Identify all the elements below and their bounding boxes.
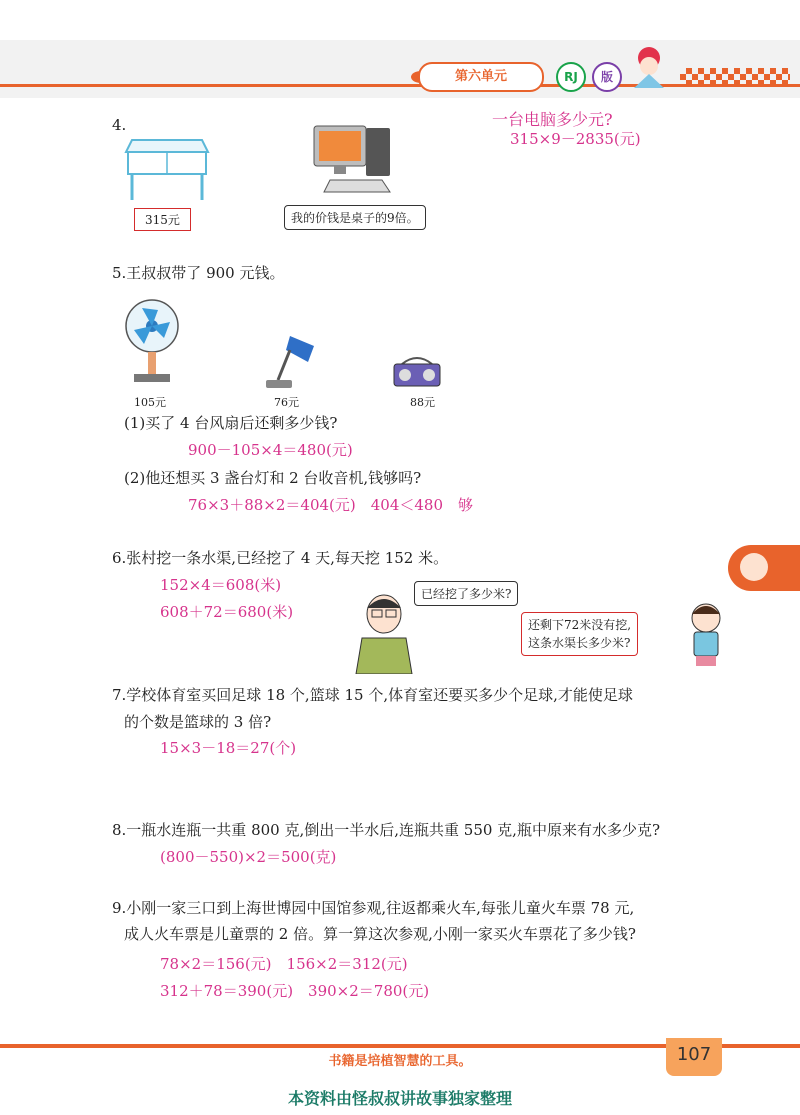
q9-line1: 9.小刚一家三口到上海世博园中国馆参观,往返都乘火车,每张儿童火车票 78 元, — [112, 899, 635, 917]
q8-question: 8.一瓶水连瓶一共重 800 克,倒出一半水后,连瓶共重 550 克,瓶中原来有水多少克? — [112, 821, 660, 839]
q9-line2: 成人火车票是儿童票的 2 倍。算一算这次参观,小刚一家买火车票花了多少钱? — [124, 925, 636, 943]
teacher-speech: 已经挖了多少米? — [414, 581, 518, 606]
lamp-price: 76元 — [274, 396, 299, 409]
footer-motto: 书籍是培植智慧的工具。 — [328, 1054, 472, 1069]
computer-speech: 我的价钱是桌子的9倍。 — [284, 205, 426, 230]
edition-badge: 版 — [592, 62, 622, 92]
kid-speech-line1: 还剩下72米没有挖, — [528, 618, 632, 632]
fox-mascot-icon — [740, 553, 768, 581]
radio-price: 88元 — [410, 396, 435, 409]
q8-answer: (800－550)×2＝500(克) — [160, 848, 337, 866]
page-number: 107 — [666, 1038, 722, 1076]
q9-ans2: 312＋78＝390(元) 390×2＝780(元) — [160, 982, 430, 1000]
fan-price: 105元 — [134, 396, 166, 409]
q6-question: 6.张村挖一条水渠,已经挖了 4 天,每天挖 152 米。 — [112, 549, 449, 567]
q5-ans2: 76×3＋88×2＝404(元) 404＜480 够 — [188, 496, 473, 514]
q4-number: 4. — [112, 116, 127, 134]
q4-answer: 315×9－2835(元) — [510, 130, 641, 148]
unit-title: 第六单元 — [418, 62, 544, 92]
q5-sub2: (2)他还想买 3 盏台灯和 2 台收音机,钱够吗? — [124, 469, 422, 487]
rj-badge: RJ — [556, 62, 586, 92]
computer-icon — [304, 122, 396, 196]
q4-question: 一台电脑多少元? — [492, 110, 613, 129]
checker-pattern — [680, 68, 790, 86]
q6-ans1: 152×4＝608(米) — [160, 576, 282, 594]
teacher-icon — [350, 592, 420, 674]
table-price: 315元 — [134, 208, 191, 231]
q7-line1: 7.学校体育室买回足球 18 个,篮球 15 个,体育室还要买多少个足球,才能使足球 — [112, 686, 633, 704]
q5-ans1: 900－105×4＝480(元) — [188, 441, 353, 459]
fan-icon — [122, 298, 182, 384]
radio-icon — [392, 354, 442, 388]
kid-speech-line2: 这条水渠长多少米? — [528, 636, 631, 650]
q7-answer: 15×3－18＝27(个) — [160, 739, 297, 757]
q5-intro: 5.王叔叔带了 900 元钱。 — [112, 264, 285, 282]
q5-sub1: (1)买了 4 台风扇后还剩多少钱? — [124, 414, 338, 432]
q7-line2: 的个数是篮球的 3 倍? — [124, 713, 272, 731]
source-credit: 本资料由怪叔叔讲故事独家整理 — [287, 1089, 512, 1108]
kid-speech — [521, 612, 638, 656]
q9-ans1: 78×2＝156(元) 156×2＝312(元) — [160, 955, 408, 973]
q6-ans2: 608＋72＝680(米) — [160, 603, 294, 621]
boy-icon — [686, 602, 726, 668]
desk-lamp-icon — [264, 332, 318, 390]
table-icon — [124, 136, 210, 202]
girl-mascot-icon — [624, 44, 674, 90]
